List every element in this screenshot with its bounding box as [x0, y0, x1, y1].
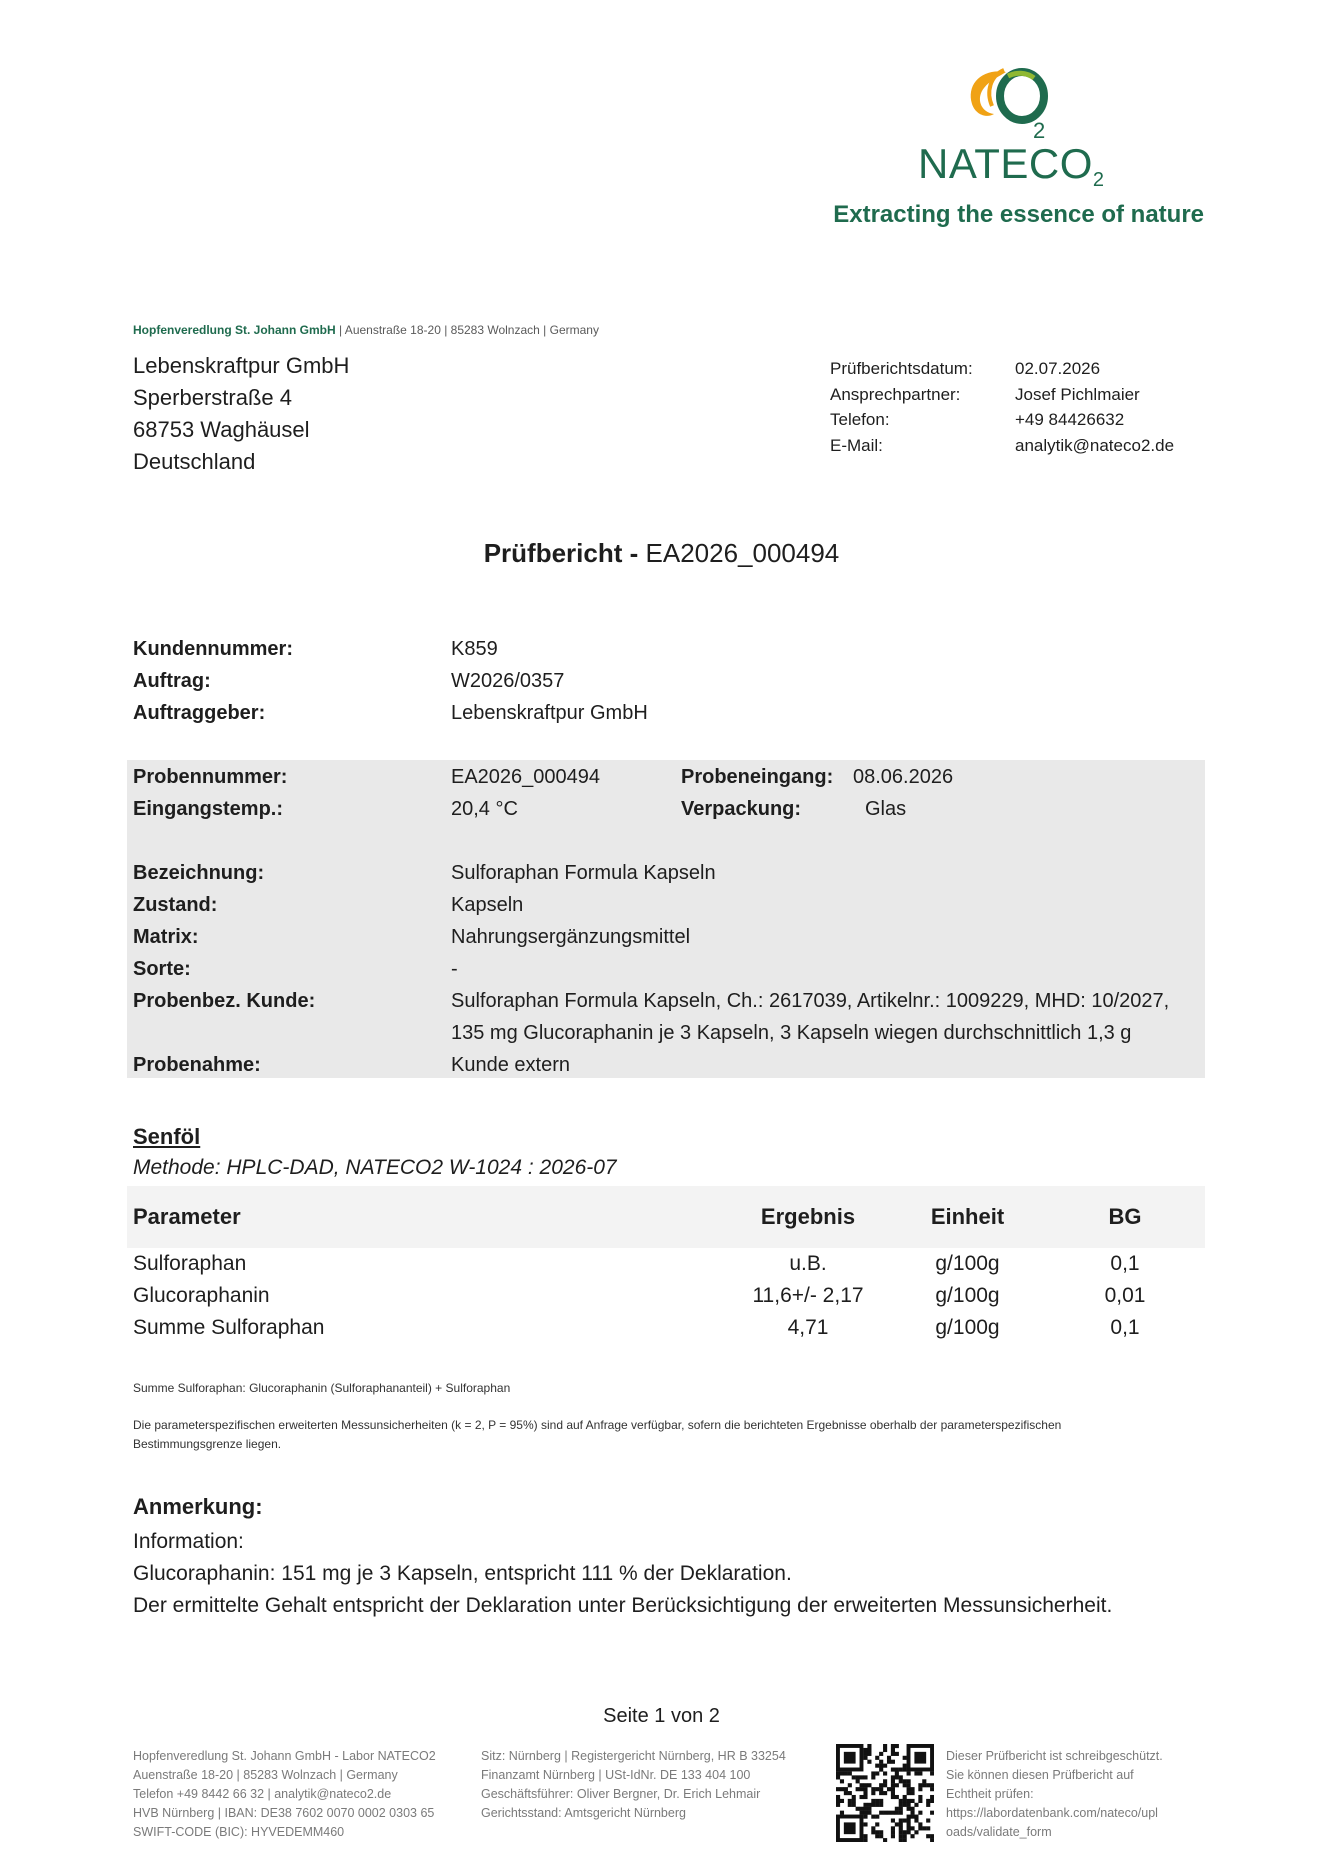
meta-value: 02.07.2026 — [1015, 359, 1101, 378]
field-value: K859 — [451, 638, 498, 660]
uncertainty-note — [133, 1416, 1203, 1454]
meta-label: Prüfberichtsdatum: — [830, 359, 973, 378]
page-title — [0, 538, 1323, 569]
recipient-address — [133, 350, 349, 478]
section-title: Senföl — [133, 1124, 201, 1149]
field-label: Sorte: — [133, 958, 191, 980]
field-label: Probennummer: — [133, 766, 288, 788]
column-header-parameter: Parameter — [133, 1204, 241, 1229]
field-label: Probenahme: — [133, 1054, 261, 1076]
field-label: Probenbez. Kunde: — [133, 990, 316, 1012]
uncertainty-line: Die parameterspezifischen erweiterten Messunsicherheiten (k = 2, P = 95%) sind auf Anfrage verfügbar, sofern die berichteten Ergebnisse oberhalb der parameterspezifischen — [133, 1418, 1062, 1432]
table-cell-result: u.B. — [789, 1252, 827, 1275]
meta-value: +49 84426632 — [1015, 410, 1125, 430]
table-cell-parameter: Glucoraphanin — [133, 1284, 270, 1307]
sample-row — [133, 761, 1169, 793]
address-line: Sperberstraße 4 — [133, 385, 292, 410]
meta-row — [830, 382, 1174, 408]
remark-text — [133, 1526, 1112, 1622]
customer-row — [133, 665, 648, 697]
meta-row — [830, 433, 1174, 459]
footer-line: Finanzamt Nürnberg | USt-IdNr. DE 133 404 100 — [481, 1768, 751, 1782]
field-value: - — [451, 958, 458, 980]
field-value: EA2026_000494 — [451, 766, 601, 788]
footer-line: Hopfenveredlung St. Johann GmbH - Labor NATECO2 — [133, 1749, 436, 1763]
meta-label: Telefon: — [830, 410, 890, 430]
nateco-logo-mark — [960, 62, 1060, 142]
meta-row — [830, 356, 1174, 382]
field-value: Glas — [865, 798, 907, 820]
table-cell-parameter: Sulforaphan — [133, 1252, 247, 1275]
logo-wordmark — [918, 140, 1105, 192]
column-header-result: Ergebnis — [760, 1204, 856, 1229]
field-value: 20,4 °C — [451, 798, 518, 820]
address-line: 68753 Waghäusel — [133, 417, 310, 442]
report-meta — [830, 356, 1174, 458]
field-value: Sulforaphan Formula Kapseln, Ch.: 2617039, Artikelnr.: 1009229, MHD: 10/2027, — [451, 990, 1170, 1012]
footer-legal — [481, 1747, 786, 1823]
field-value: 08.06.2026 — [853, 766, 954, 788]
table-cell-unit: g/100g — [935, 1316, 1000, 1339]
logo-tagline: Extracting the essence of nature — [833, 201, 1204, 228]
footer-line: Echtheit prüfen: — [946, 1787, 1034, 1801]
meta-value: analytik@nateco2.de — [1015, 435, 1175, 455]
footer-line: Auenstraße 18-20 | 85283 Wolnzach | Germany — [133, 1768, 398, 1782]
customer-row — [133, 697, 648, 729]
field-label: Verpackung: — [681, 798, 802, 820]
footer-line: HVB Nürnberg | IBAN: DE38 7602 0070 0002 0303 65 — [133, 1806, 435, 1820]
footer-line: Geschäftsführer: Oliver Bergner, Dr. Erich Lehmair — [481, 1787, 761, 1801]
address-line: Lebenskraftpur GmbH — [133, 353, 350, 378]
footer-verification — [946, 1747, 1163, 1842]
field-label: Kundennummer: — [133, 638, 293, 660]
meta-label: E-Mail: — [830, 435, 883, 455]
logo-name: NATECO — [918, 140, 1093, 187]
field-label: Bezeichnung: — [133, 862, 265, 884]
title-prefix: Prüfbericht - — [483, 538, 646, 568]
field-value: Kapseln — [451, 894, 524, 916]
remark-line: Glucoraphanin: 151 mg je 3 Kapseln, entspricht 111 % der Deklaration. — [133, 1562, 792, 1585]
remark-line: Der ermittelte Gehalt entspricht der Deklaration unter Berücksichtigung der erweiterten Messunsicherheit. — [133, 1594, 1113, 1617]
field-value: W2026/0357 — [451, 670, 565, 692]
table-cell-unit: g/100g — [935, 1252, 1000, 1275]
remark-line: Information: — [133, 1530, 244, 1553]
verification-link[interactable]: oads/validate_form — [946, 1825, 1052, 1839]
table-cell-parameter: Summe Sulforaphan — [133, 1316, 325, 1339]
sample-row — [133, 953, 1169, 985]
sample-row — [133, 1017, 1169, 1049]
field-label: Matrix: — [133, 926, 199, 948]
field-value: Lebenskraftpur GmbH — [451, 702, 648, 724]
remark-title: Anmerkung: — [133, 1494, 263, 1519]
table-cell-result: 11,6+/- 2,17 — [752, 1284, 864, 1307]
footer-line: Gerichtsstand: Amtsgericht Nürnberg — [481, 1806, 686, 1820]
table-cell-bg: 0,1 — [1110, 1252, 1140, 1275]
meta-label: Ansprechpartner: — [830, 384, 961, 404]
field-label: Zustand: — [133, 894, 218, 916]
sample-row — [133, 921, 1169, 953]
report-id: EA2026_000494 — [645, 538, 840, 568]
page-number: Seite 1 von 2 — [603, 1705, 720, 1727]
footer-line: SWIFT-CODE (BIC): HYVEDEMM460 — [133, 1825, 345, 1839]
spacer — [133, 1017, 451, 1049]
verification-link[interactable]: https://labordatenbank.com/nateco/upl — [946, 1806, 1158, 1820]
sample-row — [133, 857, 1169, 889]
logo-mark-subscript: 2 — [1033, 118, 1046, 142]
field-value: Kunde extern — [451, 1054, 570, 1076]
sender-address: | Auenstraße 18-20 | 85283 Wolnzach | Germany — [335, 323, 599, 337]
results-table-header-bg — [127, 1186, 1205, 1248]
footer-company — [133, 1747, 436, 1842]
meta-value: Josef Pichlmaier — [1015, 384, 1140, 404]
section-method: Methode: HPLC-DAD, NATECO2 W-1024 : 2026-07 — [133, 1156, 617, 1179]
table-cell-unit: g/100g — [935, 1284, 1000, 1307]
sender-company: Hopfenveredlung St. Johann GmbH — [133, 323, 336, 337]
field-value: 135 mg Glucoraphanin je 3 Kapseln, 3 Kapseln wiegen durchschnittlich 1,3 g — [451, 1022, 1132, 1044]
sample-row — [133, 1049, 1169, 1081]
field-value: Nahrungsergänzungsmittel — [451, 926, 691, 948]
field-label: Probeneingang: — [681, 766, 834, 788]
spacer — [133, 825, 1169, 857]
column-header-unit: Einheit — [930, 1204, 1005, 1229]
field-label: Auftraggeber: — [133, 702, 266, 724]
table-cell-bg: 0,1 — [1110, 1316, 1140, 1339]
footer-line: Sie können diesen Prüfbericht auf — [946, 1768, 1134, 1782]
logo-subscript: 2 — [1092, 169, 1105, 191]
qr-code-icon[interactable] — [836, 1744, 934, 1842]
footer-line: Dieser Prüfbericht ist schreibgeschützt. — [946, 1749, 1163, 1763]
address-line: Deutschland — [133, 449, 256, 474]
sender-line — [133, 323, 599, 337]
table-cell-result: 4,71 — [787, 1316, 829, 1339]
footer-line: Sitz: Nürnberg | Registergericht Nürnberg, HR B 33254 — [481, 1749, 786, 1763]
footer-line: Telefon +49 8442 66 32 | analytik@nateco2.de — [133, 1787, 392, 1801]
sample-row — [133, 793, 1169, 825]
sample-info — [133, 761, 1169, 1081]
customer-info — [133, 633, 648, 729]
field-value: Sulforaphan Formula Kapseln — [451, 862, 716, 884]
customer-row — [133, 633, 648, 665]
column-header-bg: BG — [1108, 1204, 1142, 1229]
sum-footnote: Summe Sulforaphan: Glucoraphanin (Sulforaphananteil) + Sulforaphan — [133, 1381, 511, 1395]
sample-row — [133, 889, 1169, 921]
table-cell-bg: 0,01 — [1104, 1284, 1146, 1307]
sample-row — [133, 985, 1169, 1017]
uncertainty-line: Bestimmungsgrenze liegen. — [133, 1437, 282, 1451]
meta-row — [830, 407, 1174, 433]
field-label: Auftrag: — [133, 670, 211, 692]
field-label: Eingangstemp.: — [133, 798, 284, 820]
